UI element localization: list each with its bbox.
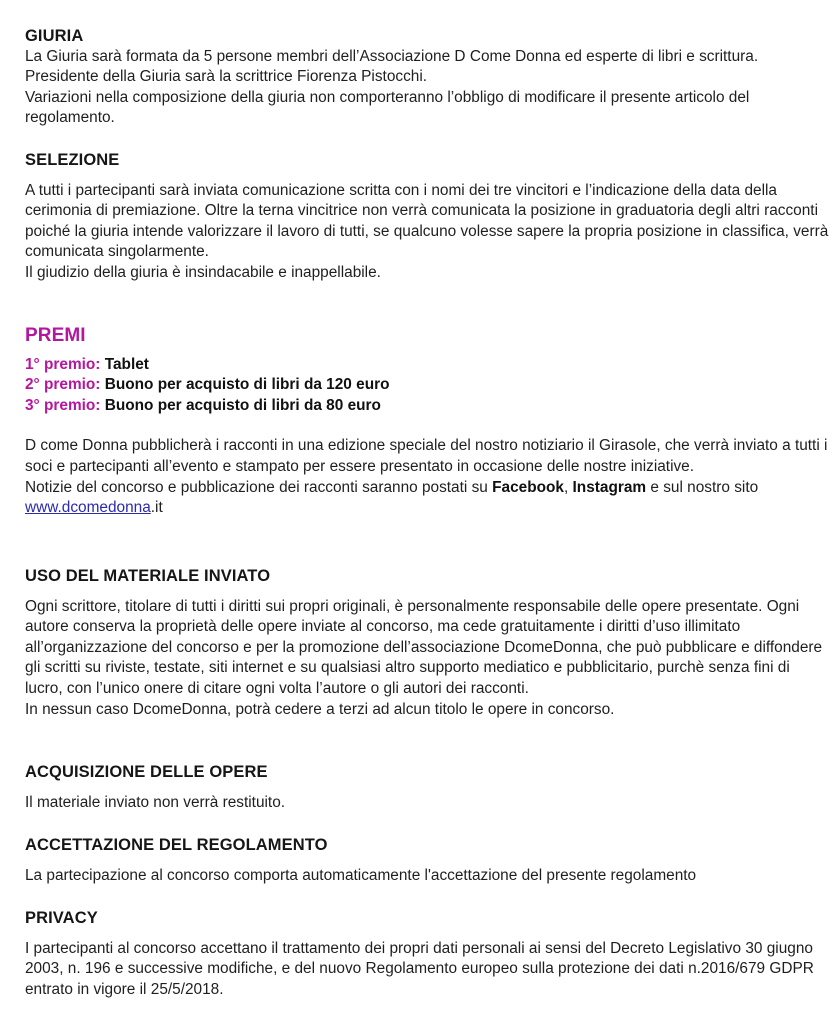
giuria-line-2: Presidente della Giuria sarà la scrittrice Fiorenza Pistocchi. (25, 68, 428, 86)
section-title-acquisizione: ACQUISIZIONE DELLE OPERE (25, 763, 268, 781)
site-tld: .it (150, 499, 163, 517)
prize-label: 2° premio: (25, 376, 101, 394)
uso-paragraph: Ogni scrittore, titolare di tutti i diritti sui propri originali, è personalmente responsabile delle opere presentate. Ogni autore conserva la proprietà delle opere inviate al concorso, ma cede gratuitamente i diritti d’uso illimitato all’organizzazione del concorso e per la promozione dell’associazione DcomeDonna, che può pubblicare e diffondere gli scritti su riviste, testate, siti internet e su qualsiasi altro supporto mediatico e pubblicitario, purchè senza fini di lucro, con l’unico onere di citare ogni volta l’autore o gli autori dei racconti. (25, 597, 823, 697)
giuria-line-3: Variazioni nella composizione della giuria non comporteranno l’obbligo di modificare il presente articolo del regolamento. (25, 88, 750, 127)
acquisizione-text: Il materiale inviato non verrà restituito. (25, 793, 286, 811)
section-giuria (25, 26, 830, 129)
prize-value: Tablet (104, 355, 149, 373)
prize-value: Buono per acquisto di libri da 80 euro (104, 396, 381, 414)
section-premi (25, 326, 830, 519)
selezione-paragraph: A tutti i partecipanti sarà inviata comunicazione scritta con i nomi dei tre vincitori e l’indicazione della data della cerimonia di premiazione. Oltre la terna vincitrice non verrà comunicata la posizione in graduatoria degli altri racconti poiché la giuria intende valorizzare il lavoro di tutti, se qualcuno volesse sapere la propria posizione in classifica, verrà comunicata singolarmente. (25, 181, 829, 261)
prize-label: 3° premio: (25, 396, 101, 414)
prize-label: 1° premio: (25, 355, 101, 373)
prize-value: Buono per acquisto di libri da 120 euro (104, 376, 390, 394)
section-selezione (25, 150, 830, 284)
section-privacy (25, 908, 830, 1000)
prize-item-1 (25, 355, 830, 376)
section-uso-materiale (25, 566, 830, 720)
section-acquisizione (25, 762, 830, 813)
section-title-uso: USO DEL MATERIALE INVIATO (25, 567, 271, 585)
news-comma: , (563, 478, 573, 496)
section-title-accettazione: ACCETTAZIONE DEL REGOLAMENTO (25, 836, 328, 854)
prize-item-2 (25, 375, 830, 396)
selezione-final: Il giudizio della giuria è insindacabile e inappellabile. (25, 263, 381, 281)
prize-list (25, 355, 830, 417)
instagram-text: Instagram (572, 478, 647, 496)
section-title-giuria: GIURIA (25, 27, 84, 45)
privacy-text: I partecipanti al concorso accettano il trattamento dei propri dati personali ai sensi del Decreto Legislativo 30 giugno 2003, n. 196 e successive modifiche, e del nuovo Regolamento europeo sulla protezione dei dati n.2016/679 GDPR entrato in vigore il 25/5/2018. (25, 939, 814, 998)
site-link[interactable]: www.dcomedonna (25, 499, 151, 517)
uso-final: In nessun caso DcomeDonna, potrà cedere a terzi ad alcun titolo le opere in concorso. (25, 700, 615, 718)
news-prefix: Notizie del concorso e pubblicazione dei racconti saranno postati su (25, 478, 493, 496)
accettazione-text: La partecipazione al concorso comporta automaticamente l'accettazione del presente regolamento (25, 866, 697, 884)
facebook-text: Facebook (492, 478, 564, 496)
news-paragraph (25, 478, 830, 519)
section-title-selezione: SELEZIONE (25, 151, 120, 169)
publication-paragraph: D come Donna pubblicherà i racconti in una edizione speciale del nostro notiziario il Girasole, che verrà inviato a tutti i soci e partecipanti all’evento e stampato per essere presentato in occasione delle nostre iniziative. (25, 437, 828, 475)
prize-item-3 (25, 396, 830, 417)
news-suffix: e sul nostro sito (646, 478, 759, 496)
giuria-line-1: La Giuria sarà formata da 5 persone membri dell’Associazione D Come Donna ed esperte di libri e scrittura. (25, 47, 759, 65)
section-accettazione (25, 835, 830, 886)
section-title-premi: PREMI (25, 325, 86, 346)
section-title-privacy: PRIVACY (25, 909, 98, 927)
